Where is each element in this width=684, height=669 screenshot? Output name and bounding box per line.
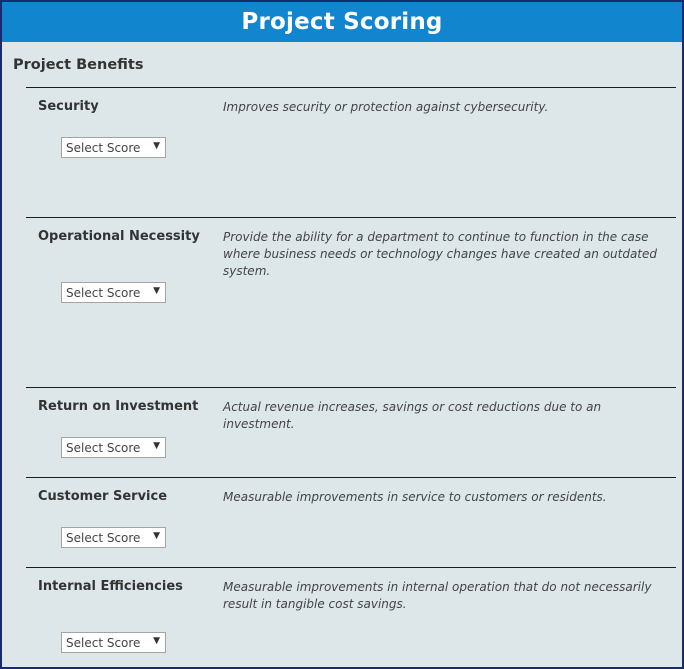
criterion-row-internal-efficiencies bbox=[26, 567, 676, 669]
criterion-label: Security bbox=[38, 99, 99, 114]
criterion-row-customer-service bbox=[26, 477, 676, 567]
select-value: Select Score bbox=[66, 635, 141, 650]
criterion-description: Measurable improvements in internal operation that do not necessarily result in tangible cost savings. bbox=[223, 580, 652, 611]
criterion-label: Customer Service bbox=[38, 489, 168, 504]
criterion-description: Improves security or protection against cybersecurity. bbox=[223, 100, 549, 114]
criterion-row-return-on-investment bbox=[26, 387, 676, 477]
page-title: Project Scoring bbox=[2, 2, 682, 42]
select-value: Select Score bbox=[66, 140, 141, 155]
criterion-label: Internal Efficiencies bbox=[38, 579, 183, 594]
score-select-operational-necessity[interactable] bbox=[61, 282, 166, 303]
triangle-down-icon: ▼ bbox=[153, 636, 160, 646]
criterion-description: Actual revenue increases, savings or cost reductions due to an investment. bbox=[223, 400, 602, 431]
criterion-row-security bbox=[26, 87, 676, 217]
select-value: Select Score bbox=[66, 285, 141, 300]
select-value: Select Score bbox=[66, 530, 141, 545]
criterion-row-operational-necessity bbox=[26, 217, 676, 387]
section-title: Project Benefits bbox=[13, 57, 144, 73]
criterion-description: Provide the ability for a department to continue to function in the case where business needs or technology changes have created an outdated system. bbox=[223, 230, 658, 278]
score-select-customer-service[interactable] bbox=[61, 527, 166, 548]
criterion-description: Measurable improvements in service to customers or residents. bbox=[223, 490, 607, 504]
triangle-down-icon: ▼ bbox=[153, 441, 160, 451]
score-select-internal-efficiencies[interactable] bbox=[61, 632, 166, 653]
triangle-down-icon: ▼ bbox=[153, 286, 160, 296]
criterion-label: Return on Investment bbox=[38, 399, 199, 414]
score-select-security[interactable] bbox=[61, 137, 166, 158]
triangle-down-icon: ▼ bbox=[153, 531, 160, 541]
score-select-return-on-investment[interactable] bbox=[61, 437, 166, 458]
triangle-down-icon: ▼ bbox=[153, 141, 160, 151]
select-value: Select Score bbox=[66, 440, 141, 455]
criterion-label: Operational Necessity bbox=[38, 229, 200, 244]
